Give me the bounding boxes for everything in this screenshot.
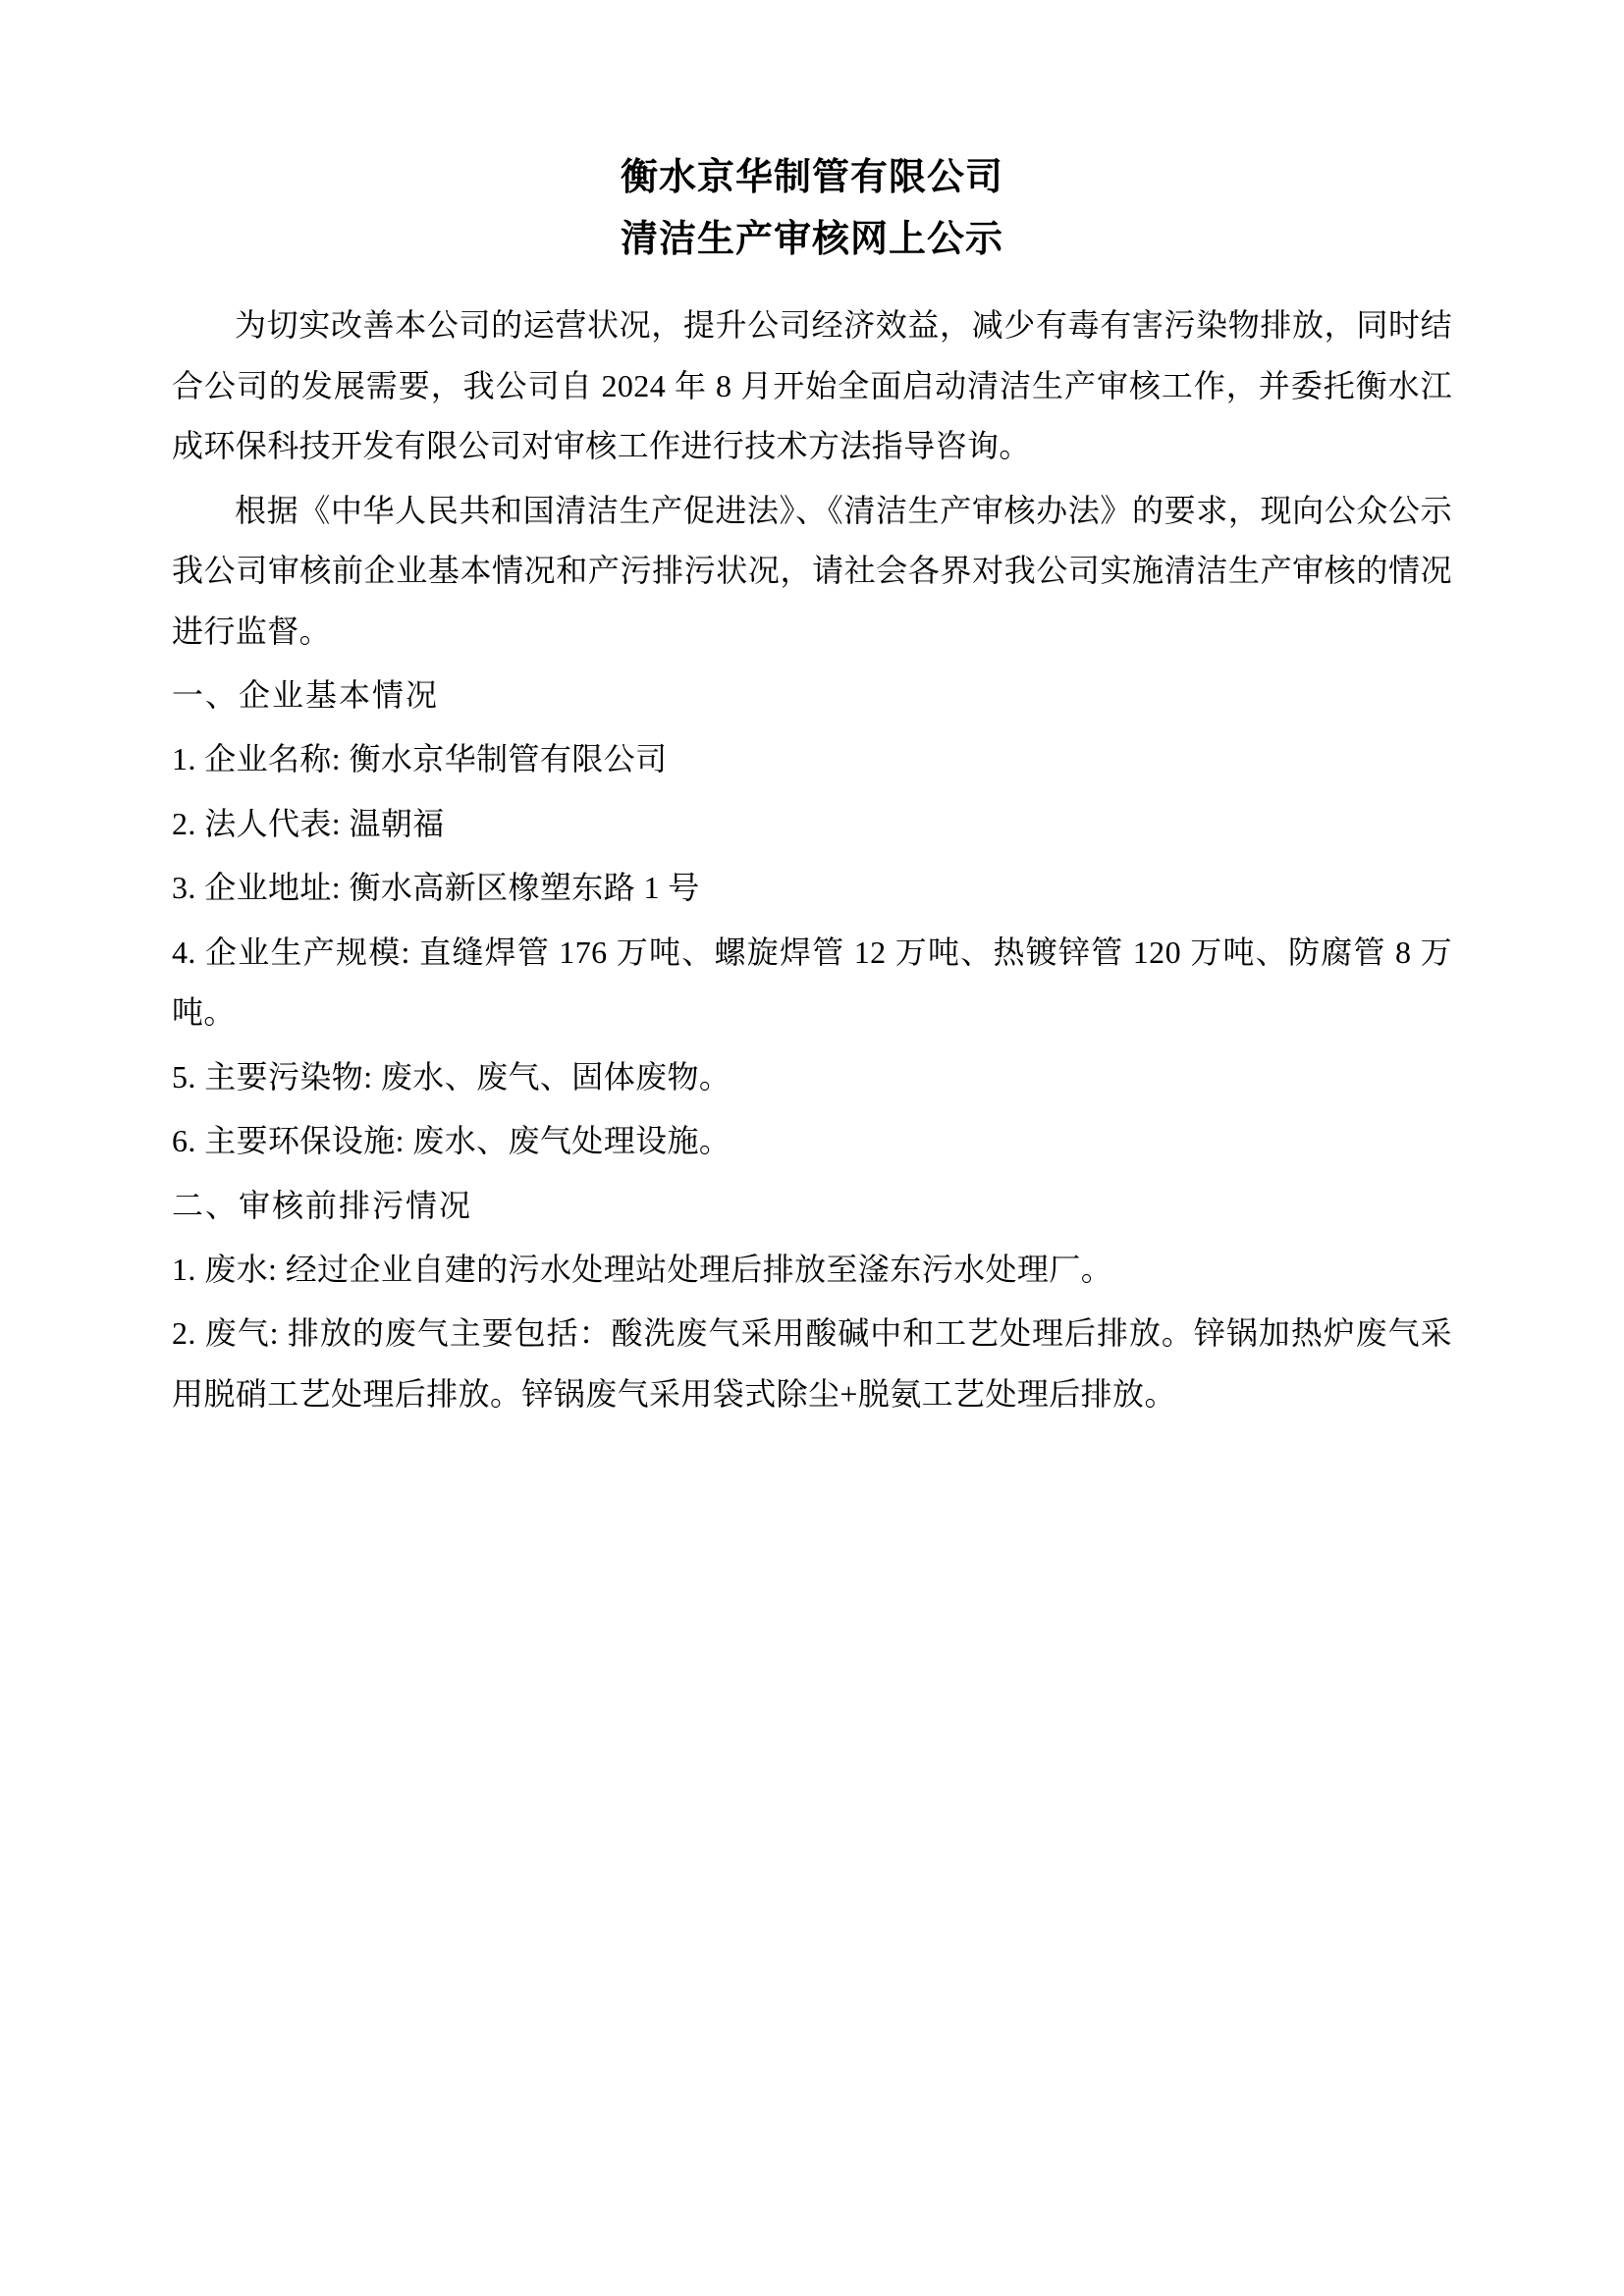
emissions-item-1: 1. 废水: 经过企业自建的污水处理站处理后排放至滏东污水处理厂。	[172, 1251, 1113, 1287]
page-title-line-1: 衡水京华制管有限公司	[620, 157, 1003, 198]
page-title	[172, 147, 1452, 270]
section-heading-emissions: 二、审核前排污情况	[172, 1187, 473, 1223]
company-info-item-5: 5. 主要污染物: 废水、废气、固体废物。	[172, 1058, 731, 1095]
intro-paragraph-1: 为切实改善本公司的运营状况，提升公司经济效益，减少有毒有害污染物排放，同时结合公司的发展需要，我公司自 2024 年 8 月开始全面启动清洁生产审核工作，并委托衡水江成环保科技开发有限公司对审核工作进行技术方法指导咨询。	[172, 307, 1452, 464]
company-info-item-1: 1. 企业名称: 衡水京华制管有限公司	[172, 741, 668, 777]
intro-paragraph-2: 根据《中华人民共和国清洁生产促进法》、《清洁生产审核办法》的要求，现向公众公示我公司审核前企业基本情况和产污排污状况，请社会各界对我公司实施清洁生产审核的情况进行监督。	[172, 492, 1452, 649]
page-title-line-2: 清洁生产审核网上公示	[620, 218, 1003, 260]
company-info-item-2: 2. 法人代表: 温朝福	[172, 805, 445, 841]
company-info-item-3: 3. 企业地址: 衡水高新区橡塑东路 1 号	[172, 870, 700, 906]
company-info-item-6: 6. 主要环保设施: 废水、废气处理设施。	[172, 1123, 731, 1159]
section-heading-company-info: 一、企业基本情况	[172, 677, 440, 713]
company-info-item-4: 4. 企业生产规模: 直缝焊管 176 万吨、螺旋焊管 12 万吨、热镀锌管 120 万吨、防腐管 8 万吨。	[172, 934, 1452, 1031]
emissions-item-2: 2. 废气: 排放的废气主要包括：酸洗废气采用酸碱中和工艺处理后排放。锌锅加热炉废气采用脱硝工艺处理后排放。锌锅废气采用袋式除尘+脱氨工艺处理后排放。	[172, 1315, 1452, 1412]
document-body	[172, 295, 1452, 1424]
